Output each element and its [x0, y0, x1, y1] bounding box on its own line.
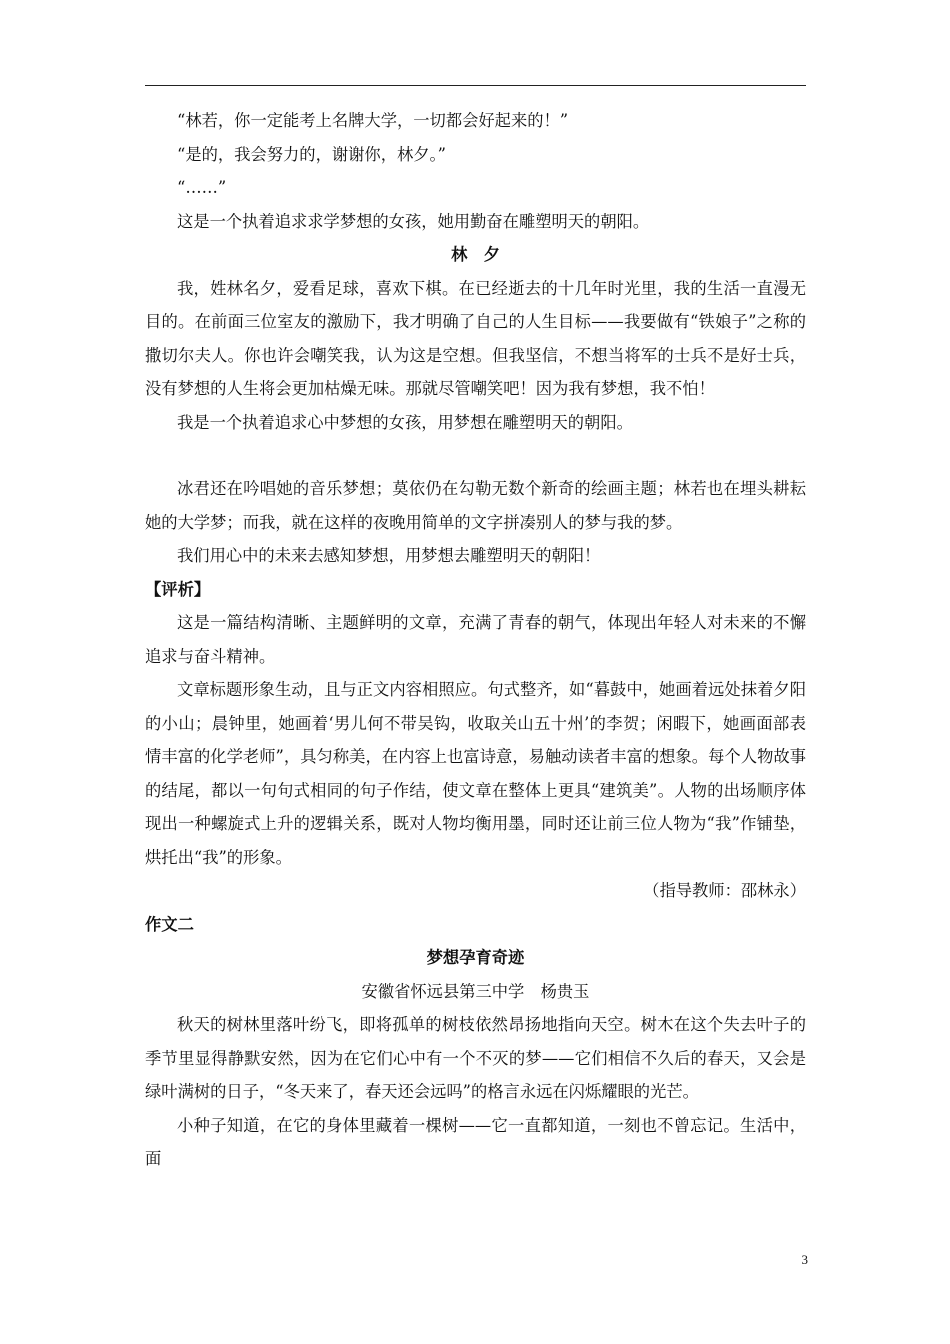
document-body: [145, 104, 806, 1176]
paragraph: 小种子知道，在它的身体里藏着一棵树——它一直都知道，一刻也不曾忘记。生活中，面: [145, 1115, 806, 1168]
paragraph: 这是一个执着追求求学梦想的女孩，她用勤奋在雕塑明天的朝阳。: [177, 211, 650, 231]
paragraph: 这是一篇结构清晰、主题鲜明的文章，充满了青春的朝气，体现出年轻人对未来的不懈追求与奋斗精神。: [145, 613, 806, 666]
paragraph: 我，姓林名夕，爱看足球，喜欢下棋。在已经逝去的十几年时光里，我的生活一直漫无目的。在前面三位室友的激励下，我才明确了自己的人生目标——我要做有“铁娘子”之称的撒切尔夫人。你也许会嘲笑我，认为这是空想。但我坚信，不想当将军的士兵不是好士兵，没有梦想的人生将会更加枯燥无味。那就尽管嘲笑吧！因为我有梦想，我不怕！: [145, 278, 806, 398]
paragraph: 我是一个执着追求心中梦想的女孩，用梦想在雕塑明天的朝阳。: [177, 412, 633, 432]
paragraph: 安徽省怀远县第三中学 杨贵玉: [361, 981, 590, 1001]
paragraph: （指导教师：邵林永）: [643, 881, 806, 900]
heading: 林 夕: [451, 245, 500, 264]
paragraph: 冰君还在吟唱她的音乐梦想；莫依仍在勾勒无数个新奇的绘画主题；林若也在埋头耕耘她的大学梦；而我，就在这样的夜晚用简单的文字拼凑别人的梦与我的梦。: [145, 479, 806, 532]
paragraph: 秋天的树林里落叶纷飞，即将孤单的树枝依然昂扬地指向天空。树木在这个失去叶子的季节里显得静默安然，因为在它们心中有一个不灭的梦——它们相信不久后的春天，又会是绿叶满树的日子，“冬天来了，春天还会远吗”的格言永远在闪烁耀眼的光芒。: [145, 1015, 806, 1101]
heading: 梦想孕育奇迹: [426, 948, 525, 967]
heading: 【评析】: [145, 579, 211, 599]
page-number: 3: [801, 1252, 808, 1267]
paragraph: “林若，你一定能考上名牌大学，一切都会好起来的！”: [177, 111, 569, 130]
header-rule: [145, 85, 806, 86]
paragraph: 文章标题形象生动，且与正文内容相照应。句式整齐，如“暮鼓中，她画着远处抹着夕阳的小山；晨钟里，她画着‘男儿何不带吴钩，收取关山五十州’的李贺；闲暇下，她画面部表情丰富的化学老师”，具匀称美，在内容上也富诗意，易触动读者丰富的想象。每个人物故事的结尾，都以一句句式相同的句子作结，使文章在整体上更具“建筑美”。人物的出场顺序体现出一种螺旋式上升的逻辑关系，既对人物均衡用墨，同时还让前三位人物为“我”作铺垫，烘托出“我”的形象。: [145, 680, 806, 867]
paragraph: “是的，我会努力的，谢谢你，林夕。”: [177, 144, 447, 164]
blank-line: [145, 439, 806, 472]
paragraph: 我们用心中的未来去感知梦想，用梦想去雕塑明天的朝阳！: [177, 546, 601, 565]
heading: 作文二: [145, 914, 194, 934]
paragraph: “……”: [177, 178, 227, 197]
